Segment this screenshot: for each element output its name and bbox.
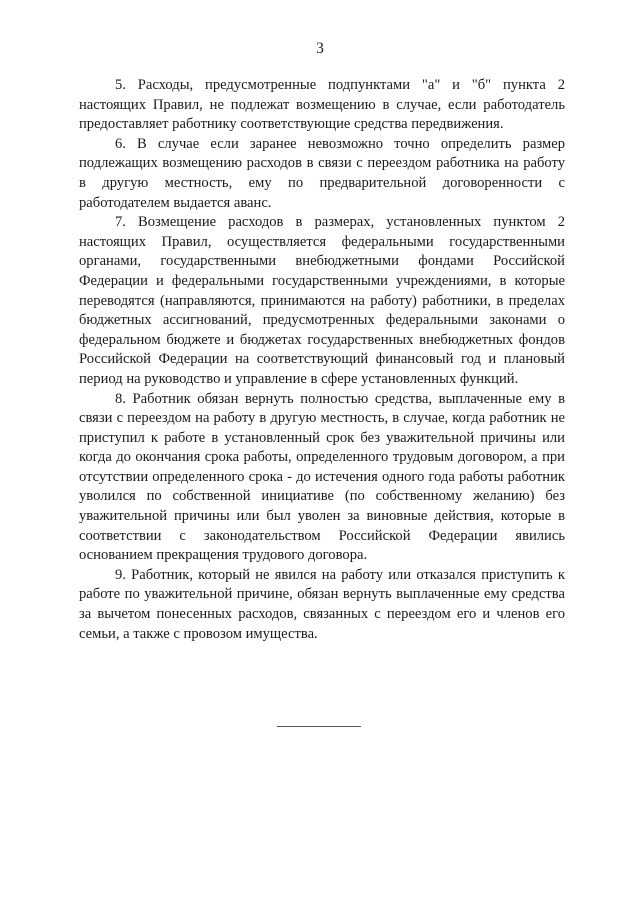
- paragraph-8: 8. Работник обязан вернуть полностью средства, выплаченные ему в связи с переездом на работу в другую местность, в случае, когда работник не приступил к работе в установленный срок без уважительной причины или когда до окончания срока работы, определенного трудовым договором, а при отсутствии определенного срока - до истечения одного года работы работник уволился по собственной инициативе (по собственному желанию) без уважительной причины или был уволен за виновные действия, которые в соответствии с законодательством Российской Федерации явились основанием прекращения трудового договора.: [79, 390, 565, 564]
- page-number: 3: [316, 40, 324, 57]
- paragraph-5: 5. Расходы, предусмотренные подпунктами "а" и "б" пункта 2 настоящих Правил, не подлежат возмещению в случае, если работодатель предоставляет работнику соответствующие средства передвижения.: [79, 77, 565, 133]
- paragraph-6: 6. В случае если заранее невозможно точно определить размер подлежащих возмещению расходов в связи с переездом работника на работу в другую местность, ему по предварительной договоренности с работодателем выдается аванс.: [79, 135, 565, 211]
- document-body: [79, 76, 565, 644]
- end-separator-line: [277, 726, 361, 727]
- paragraph-7: 7. Возмещение расходов в размерах, установленных пунктом 2 настоящих Правил, осуществляется федеральными государственными органами, государственными внебюджетными фондами Российской Федерации и федеральными государственными учреждениями, в которые переводятся (направляются, принимаются на работу) работники, в пределах бюджетных ассигнований, предусмотренных федеральными законами о федеральном бюджете и бюджетах государственных внебюджетных фондов Российской Федерации на соответствующий финансовый год и плановый период на руководство и управление в сфере установленных функций.: [79, 214, 565, 387]
- paragraph-9: 9. Работник, который не явился на работу или отказался приступить к работе по уважительной причине, обязан вернуть выплаченные ему средства за вычетом понесенных расходов, связанных с переездом его и членов его семьи, а также с провозом имущества.: [79, 566, 565, 642]
